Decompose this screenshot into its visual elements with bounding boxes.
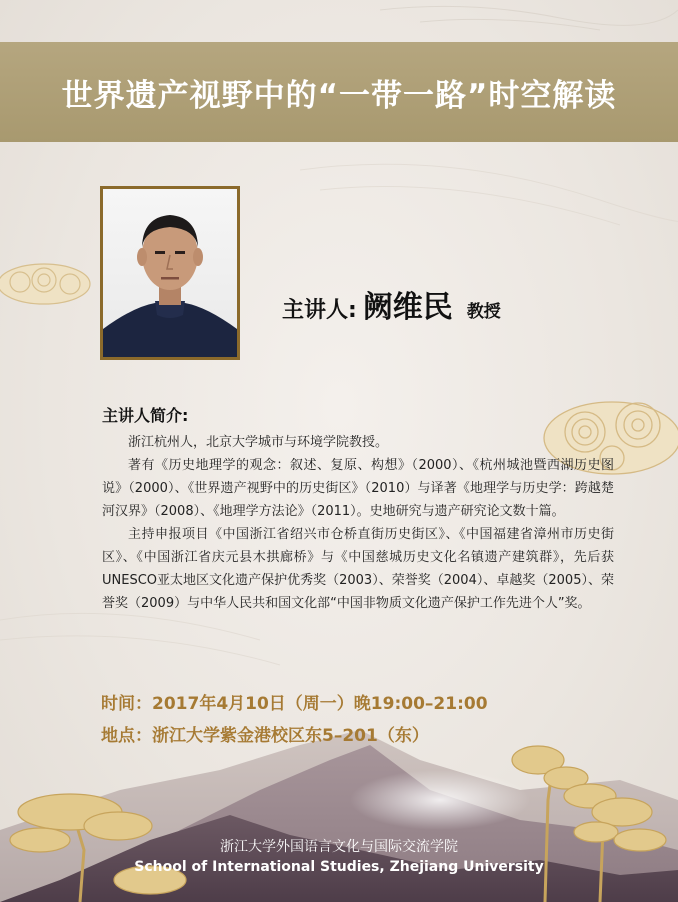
event-time: 时间：2017年4月10日（周一）晚19:00–21:00 [101,694,488,714]
footer-org-cn: 浙江大学外国语言文化与国际交流学院 [220,839,458,855]
speaker-photo [103,189,237,357]
speaker-bio [102,431,614,615]
intro-heading: 主讲人简介: [102,406,189,425]
speaker-line [282,282,501,326]
title-banner [0,42,678,142]
bio-paragraph: 主持申报项目《中国浙江省绍兴市仓桥直街历史街区》、《中国福建省漳州市历史街区》、《中国浙江省庆元县木拱廊桥》与《中国慈城历史文化名镇遗产建筑群》，先后获UNESCO亚太地区文化遗产保护优秀奖（2003）、荣誉奖（2004）、卓越奖（2005）、荣誉奖（2009）与中华人民共和国文化部“中国非物质文化遗产保护工作先进个人”奖。 [102,527,614,611]
speaker-photo-frame [100,186,240,360]
speaker-portrait [103,189,237,357]
cloud-swirl-left [0,264,90,304]
footer-org-en: School of International Studies, Zhejiang University [134,859,544,875]
speaker-label: 主讲人: [282,298,357,323]
speaker-title: 教授 [466,302,501,322]
speaker-name: 阙维民 [362,290,453,325]
bio-paragraph: 著有《历史地理学的观念：叙述、复原、构想》（2000）、《杭州城池暨西湖历史图说》（2000）、《世界遗产视野中的历史街区》（2010）与译著《地理学与历史学：跨越楚河汉界》（2008）、《地理学方法论》（2011）。史地研究与遗产研究论文数十篇。 [102,458,614,519]
event-place: 地点：浙江大学紫金港校区东5–201（东） [101,726,429,746]
poster-title: 世界遗产视野中的“一带一路”时空解读 [61,77,617,114]
bio-paragraph: 浙江杭州人，北京大学城市与环境学院教授。 [128,435,389,450]
